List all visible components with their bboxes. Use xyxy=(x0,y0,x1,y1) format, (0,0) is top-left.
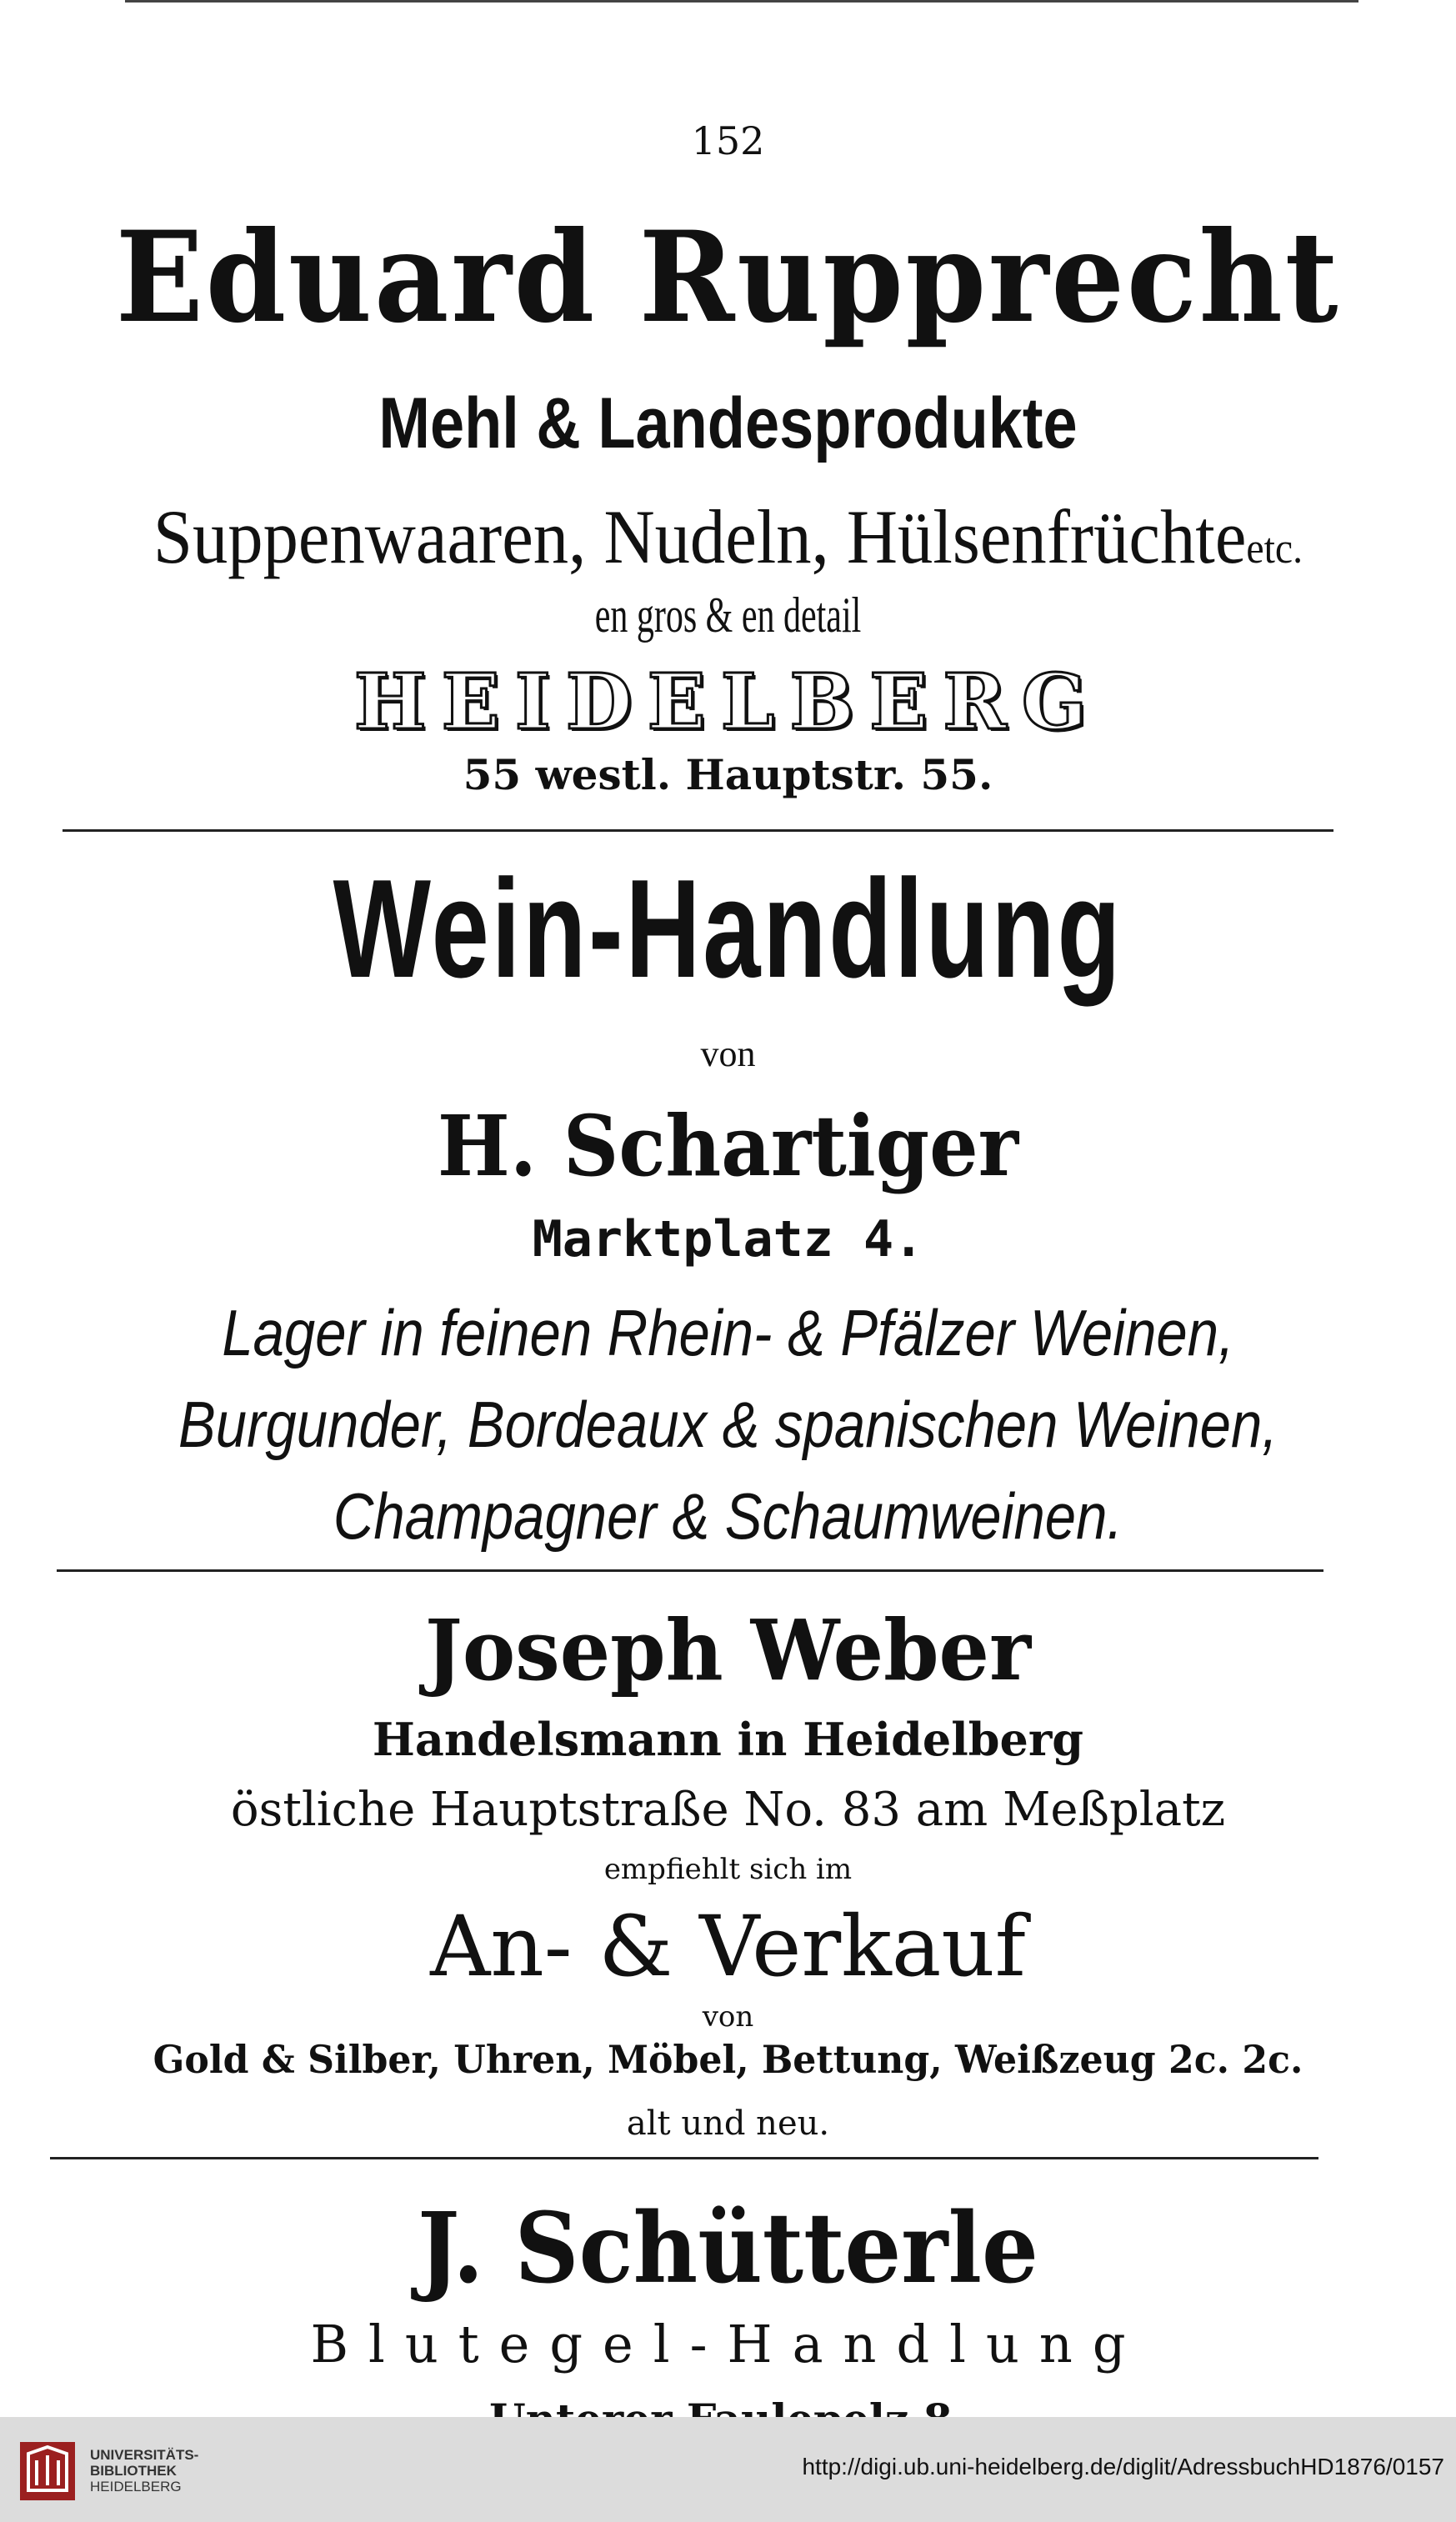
library-name[interactable] xyxy=(90,2447,198,2494)
viewer-footer xyxy=(0,2417,1456,2522)
ad-rupprecht-etc: etc. xyxy=(1246,525,1303,573)
ad-schartiger-line2: Burgunder, Bordeaux & spanischen Weinen, xyxy=(178,1388,1278,1461)
divider-3 xyxy=(50,2157,1318,2159)
ad-rupprecht-line2 xyxy=(58,494,1398,579)
page-number: 152 xyxy=(691,118,765,163)
ad-weber-line4: An- & Verkauf xyxy=(430,1898,1026,1995)
ad-weber-line7: alt und neu. xyxy=(626,2104,830,2143)
ad-rupprecht-line3: en gros & en detail xyxy=(594,588,862,643)
university-library-logo-icon[interactable] xyxy=(12,2435,83,2507)
ad-schartiger-von: von xyxy=(700,1033,756,1074)
top-border-line xyxy=(125,0,1358,3)
ad-rupprecht-address: 55 westl. Hauptstr. 55. xyxy=(463,750,993,799)
divider-1 xyxy=(63,829,1333,832)
ad-schuetterle-line1: Blutegel-Handlung xyxy=(310,2314,1146,2374)
ad-rupprecht-name: Eduard Rupprecht xyxy=(115,204,1341,351)
ad-schartiger-title: Wein-Handlung xyxy=(333,850,1123,1007)
ad-rupprecht-products: Suppenwaaren, Nudeln, Hülsenfrüchte xyxy=(153,494,1247,579)
ad-schartiger-line3: Champagner & Schaumweinen. xyxy=(333,1479,1123,1553)
divider-2 xyxy=(57,1569,1323,1572)
ad-schartiger-name: H. Schartiger xyxy=(437,1097,1019,1195)
ad-schartiger-address: Marktplatz 4. xyxy=(532,1210,924,1269)
ad-weber-name: Joseph Weber xyxy=(424,1601,1032,1699)
permalink-url[interactable]: http://digi.ub.uni-heidelberg.de/diglit/AdressbuchHD1876/0157 xyxy=(802,2454,1444,2479)
ad-schartiger-line1: Lager in feinen Rhein- & Pfälzer Weinen, xyxy=(222,1296,1234,1369)
ad-rupprecht-line1: Mehl & Landesprodukte xyxy=(378,383,1078,463)
ad-weber-line2: östliche Hauptstraße No. 83 am Meßplatz xyxy=(230,1783,1226,1837)
ad-schuetterle-name: J. Schütterle xyxy=(418,2192,1038,2305)
ad-weber-line6: Gold & Silber, Uhren, Möbel, Bettung, Weißzeug 2c. 2c. xyxy=(153,2037,1303,2082)
ad-weber-line5: von xyxy=(702,2000,754,2034)
library-name-line1: UNIVERSITÄTS- xyxy=(90,2447,199,2463)
library-name-line2: BIBLIOTHEK xyxy=(90,2463,177,2479)
library-name-line3: HEIDELBERG xyxy=(90,2479,182,2494)
ad-rupprecht-city: HEIDELBERG xyxy=(353,657,1103,747)
ad-weber-line3: empfiehlt sich im xyxy=(603,1853,853,1886)
ad-weber-line1: Handelsmann in Heidelberg xyxy=(372,1713,1084,1766)
